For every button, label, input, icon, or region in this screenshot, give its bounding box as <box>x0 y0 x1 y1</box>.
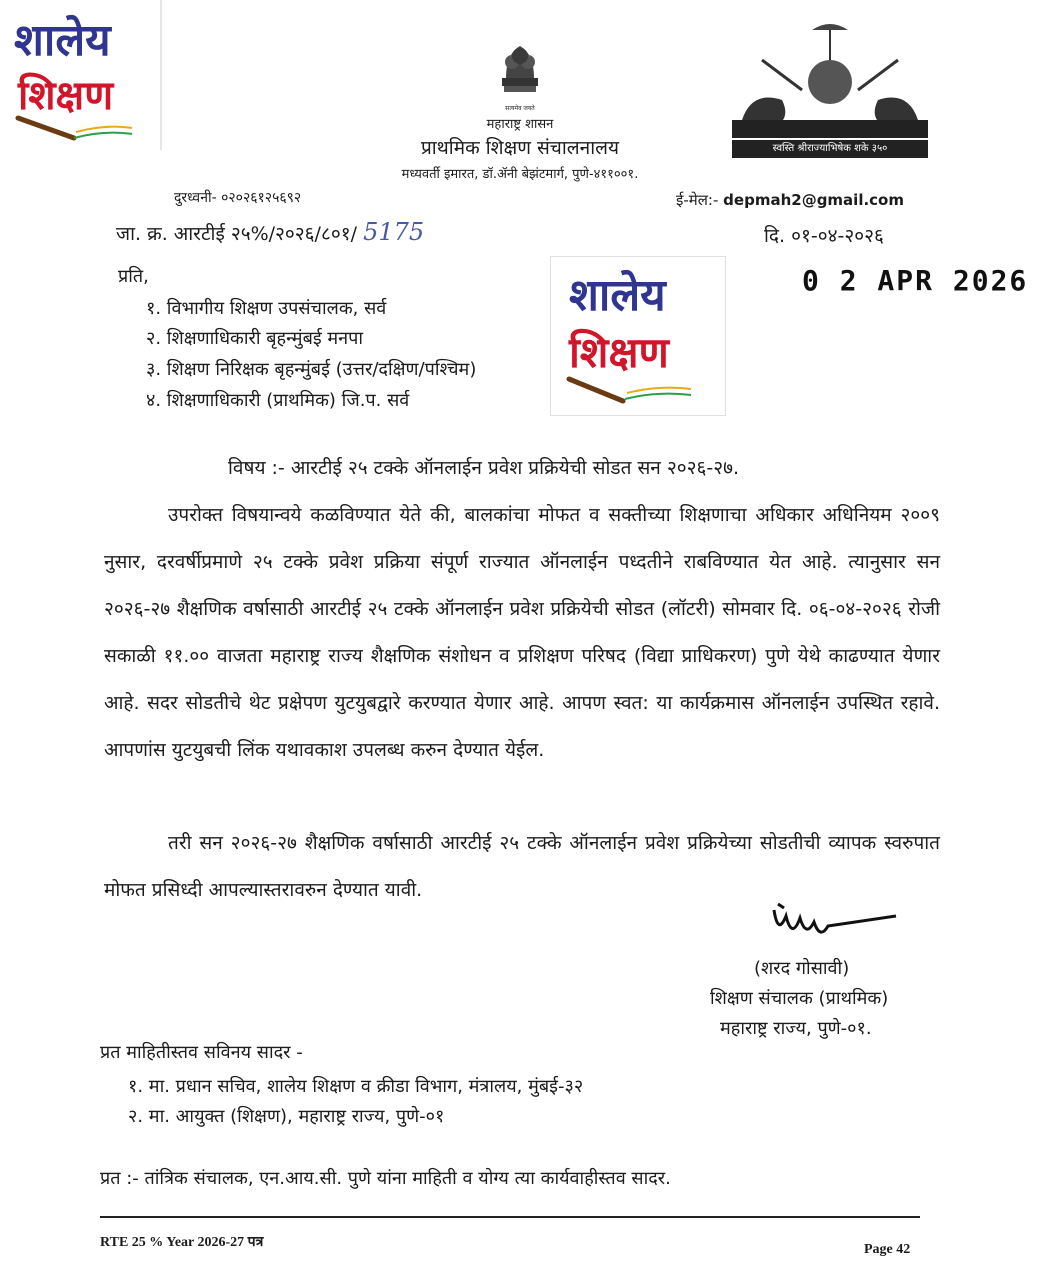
signatory-designation: शिक्षण संचालक (प्राथमिक) <box>710 988 889 1009</box>
footer-left: RTE 25 % Year 2026-27 पत्र <box>100 1235 264 1250</box>
logo-mid <box>550 256 726 416</box>
footer-rule <box>100 1216 920 1218</box>
letter-date: दि. ०१-०४-२०२६ <box>764 225 884 247</box>
pencil-icon <box>14 112 134 142</box>
copy-tech: प्रत :- तांत्रिक संचालक, एन.आय.सी. पुणे यांना माहिती व योग्य त्या कार्यवाहीस्तव सादर. <box>100 1168 671 1189</box>
page-number: Page 42 <box>864 1242 911 1257</box>
logo-line1: शालेय <box>14 15 111 66</box>
ref-number <box>116 218 424 246</box>
email-row <box>676 190 904 210</box>
phone: दुरध्वनी- ०२०२६१२५६९२ <box>174 190 302 206</box>
ref-number-text: जा. क्र. आरटीई २५%/२०२६/८०१/ <box>116 223 358 245</box>
received-stamp: 0 2 APR 2026 <box>802 264 1029 297</box>
paragraph-2: तरी सन २०२६-२७ शैक्षणिक वर्षासाठी आरटीई २५ टक्के ऑनलाईन प्रवेश प्रक्रियेच्या सोडतीची व्यापक स्वरुपात मोफत प्रसिध्दी आपल्यास्तरावरुन देण्यात यावी. <box>104 832 940 901</box>
seal-text: स्वस्ति श्रीराज्याभिषेक शके ३५० <box>732 140 928 158</box>
email-value: depmah2@gmail.com <box>723 191 904 209</box>
logo-line2: शिक्षण <box>18 73 114 119</box>
gov-name: महाराष्ट्र शासन <box>486 117 554 132</box>
logo-top-left <box>0 0 162 150</box>
copy-info-label: प्रत माहितीस्तव सविनय सादर - <box>100 1042 303 1063</box>
emblem-motto: सत्यमेव जयते <box>505 105 535 112</box>
pencil-icon <box>565 375 695 405</box>
signatory-name: (शरद गोसावी) <box>754 958 850 979</box>
recipient-4: ४. शिक्षणाधिकारी (प्राथमिक) जि.प. सर्व <box>146 390 410 411</box>
office-name: प्राथमिक शिक्षण संचालनालय <box>420 137 620 159</box>
copy-item-2: २. मा. आयुक्त (शिक्षण), महाराष्ट्र राज्य, पुणे-०१ <box>128 1106 445 1127</box>
logo-line2: शिक्षण <box>569 328 669 377</box>
subject: विषय :- आरटीई २५ टक्के ऑनलाईन प्रवेश प्रक्रियेची सोडत सन २०२६-२७. <box>228 457 740 479</box>
office-address: मध्यवर्ती इमारत, डॉ.ॲनी बेझंटमार्ग, पुणे-४११००१. <box>401 167 639 182</box>
paragraph-1: उपरोक्त विषयान्वये कळविण्यात येते की, बालकांचा मोफत व सक्तीच्या शिक्षणाचा अधिकार अधिनियम २००९ नुसार, दरवर्षीप्रमाणे २५ टक्के प्रवेश प्रक्रिया संपूर्ण राज्यात ऑनलाईन पध्दतीने राबविण्यात येत आहे. त्यानुसार सन २०२६-२७ शैक्षणिक वर्षासाठी आरटीई २५ टक्के ऑनलाईन प्रवेश प्रक्रियेची सोडत (लॉटरी) सोमवार दि. ०६-०४-२०२६ रोजी सकाळी ११.०० वाजता महाराष्ट्र राज्य शैक्षणिक संशोधन व प्रशिक्षण परिषद (विद्या प्राधिकरण) पुणे येथे काढण्यात येणार आहे. सदर सोडतीचे थेट प्रक्षेपण युटयुबद्वारे करण्यात येणार आहे. आपण स्वत: या कार्यक्रमास ऑनलाईन उपस्थित रहावे. आपणांस युटयुबची लिंक यथावकाश उपलब्ध करुन देण्यात येईल. <box>104 504 940 761</box>
state-emblem <box>488 38 552 110</box>
email-label: ई-मेल:- <box>676 191 719 209</box>
copy-item-1: १. मा. प्रधान सचिव, शालेय शिक्षण व क्रीडा विभाग, मंत्रालय, मुंबई-३२ <box>128 1076 584 1097</box>
recipient-1: १. विभागीय शिक्षण उपसंचालक, सर्व <box>146 298 387 319</box>
shivrajyabhishek-seal <box>722 20 938 160</box>
recipient-2: २. शिक्षणाधिकारी बृहन्मुंबई मनपा <box>146 328 364 349</box>
recipient-3: ३. शिक्षण निरिक्षक बृहन्मुंबई (उत्तर/दक्षिण/पश्चिम) <box>146 359 477 380</box>
to-label: प्रति, <box>118 266 149 287</box>
handwritten-ref: 5175 <box>363 218 425 246</box>
signature <box>764 896 904 952</box>
signatory-place: महाराष्ट्र राज्य, पुणे-०१. <box>720 1018 872 1039</box>
logo-line1: शालेय <box>569 270 666 321</box>
